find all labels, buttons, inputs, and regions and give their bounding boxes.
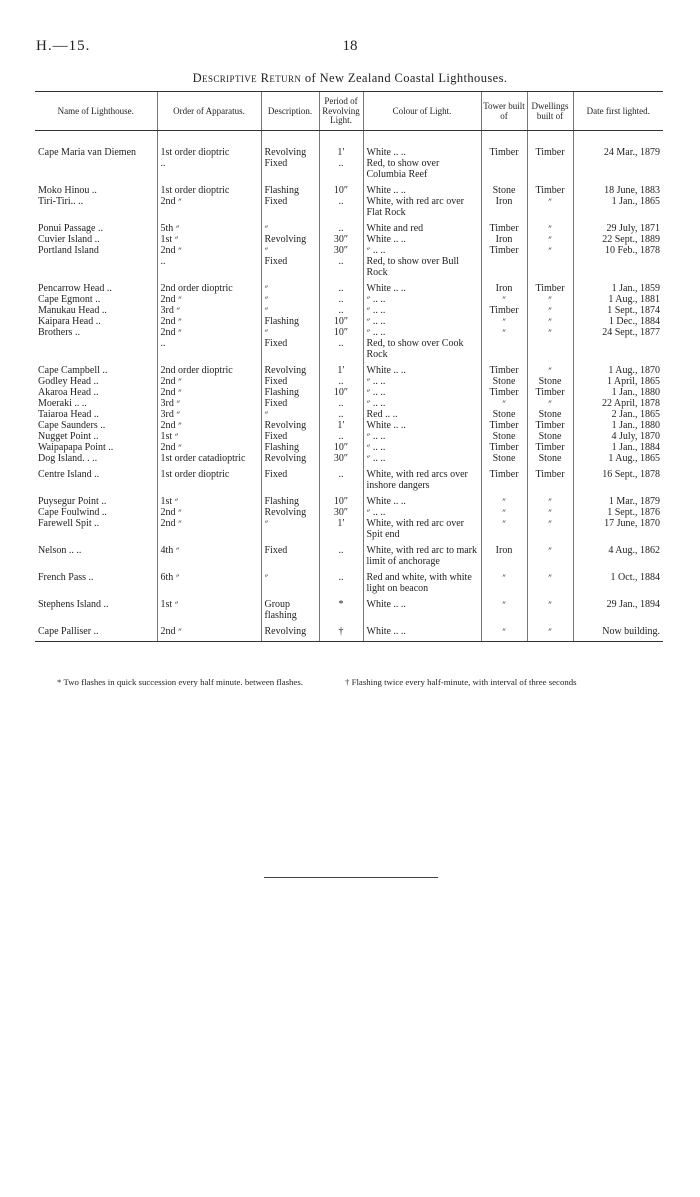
table-cell: 16 Sept., 1878 xyxy=(573,469,663,491)
table-cell: ״ xyxy=(527,496,573,507)
table-cell: Flashing xyxy=(261,316,319,327)
table-cell: ״ xyxy=(527,599,573,621)
table-cell: Kaipara Head .. xyxy=(38,316,101,327)
col-name: Name of Lighthouse. xyxy=(35,92,157,131)
table-cell: 2nd ״ xyxy=(157,387,261,398)
table-cell: 1′ .. xyxy=(319,147,363,180)
table-cell: 10″ xyxy=(319,316,363,327)
table-cell: 17 June, 1870 xyxy=(573,518,663,540)
table-cell: Flashing xyxy=(261,387,319,398)
table-cell: 24 Mar., 1879 xyxy=(573,147,663,180)
spacer-cell xyxy=(157,131,261,148)
table-cell: 1 Jan., 1880 xyxy=(573,420,663,431)
table-cell: Revolving xyxy=(261,420,319,431)
table-cell: .. xyxy=(319,409,363,420)
table-cell: 2nd ״ xyxy=(157,196,261,218)
table-cell: White .. .. xyxy=(363,420,481,431)
table-cell: ״ xyxy=(527,545,573,567)
table-cell: Farewell Spit .. xyxy=(38,518,100,529)
table-cell: 1 Jan., 1859 xyxy=(573,283,663,294)
table-cell: White, with red arc over Spit end xyxy=(363,518,481,540)
spacer-cell xyxy=(527,131,573,148)
table-cell: Stone xyxy=(481,185,527,196)
table-cell: Stephens Island .. xyxy=(38,599,109,610)
table-cell: ״ xyxy=(261,294,319,305)
header-row xyxy=(35,92,663,131)
table-cell: Timber xyxy=(481,223,527,234)
table-cell: Moko Hinou .. xyxy=(38,185,97,196)
spacer-cell xyxy=(573,131,663,148)
table-cell: 1′ xyxy=(319,518,363,540)
table-cell: Waipapapa Point .. xyxy=(38,442,114,453)
table-cell: 2nd ״ xyxy=(157,376,261,387)
table-cell: 1st ״ xyxy=(157,599,261,621)
table-cell: Cape Egmont .. xyxy=(38,294,101,305)
table-cell: ״ xyxy=(527,572,573,594)
table-cell: .. xyxy=(319,398,363,409)
table-cell: Fixed xyxy=(261,469,319,491)
table-cell: Godley Head .. xyxy=(38,376,99,387)
table-cell: ״ xyxy=(527,305,573,316)
table-cell: Red .. .. xyxy=(363,409,481,420)
table-cell: 2nd ״ xyxy=(157,507,261,518)
table-cell: White .. .. xyxy=(363,365,481,376)
table-cell: White, with red arc over Flat Rock xyxy=(363,196,481,218)
table-cell: .. xyxy=(319,223,363,234)
table-cell: Now building. xyxy=(573,626,663,642)
table-cell: 10″ xyxy=(319,185,363,196)
table-cell: ״ xyxy=(527,365,573,376)
table-cell: Akaroa Head .. xyxy=(38,387,99,398)
table-cell: ״ .. .. xyxy=(363,305,481,316)
table-cell: 1st order dioptric xyxy=(157,469,261,491)
table-row xyxy=(35,507,663,518)
table-cell: Stone xyxy=(481,431,527,442)
table-cell: ״ .. .. Red, to show over Bull Rock xyxy=(363,245,481,278)
table-row xyxy=(35,147,663,180)
table-cell: ״ xyxy=(261,305,319,316)
table-cell: 1st ״ xyxy=(157,234,261,245)
table-cell: ״ xyxy=(527,223,573,234)
col-dwellings: Dwellings built of xyxy=(527,92,573,131)
table-row xyxy=(35,431,663,442)
table-cell: ״ xyxy=(481,327,527,360)
table-cell: ״ xyxy=(481,507,527,518)
table-cell: Timber xyxy=(481,365,527,376)
table-cell: Timber xyxy=(527,185,573,196)
table-row xyxy=(35,245,663,278)
table-row xyxy=(35,234,663,245)
table-cell: 1st order dioptric xyxy=(157,185,261,196)
table-cell: 1st order dioptric .. xyxy=(157,147,261,180)
table-cell: ״ Fixed xyxy=(261,327,319,360)
table-cell: 5th ״ xyxy=(157,223,261,234)
table-cell: 1 Oct., 1884 xyxy=(573,572,663,594)
document-reference: H.—15. xyxy=(36,38,91,54)
table-cell: 2nd ״ xyxy=(157,626,261,642)
table-row xyxy=(35,387,663,398)
table-cell: 2nd ״ xyxy=(157,518,261,540)
table-cell: Flashing xyxy=(261,185,319,196)
table-cell: 3rd ״ xyxy=(157,398,261,409)
table-cell: ״ .. .. xyxy=(363,294,481,305)
table-cell: White, with red arc to mark limit of anchorage xyxy=(363,545,481,567)
table-cell: ״ .. .. xyxy=(363,431,481,442)
table-cell: ״ xyxy=(527,294,573,305)
table-cell: ״ .. .. xyxy=(363,398,481,409)
table-cell: White .. .. Red, to show over Columbia Reef xyxy=(363,147,481,180)
table-cell: 1 Jan., 1884 xyxy=(573,442,663,453)
table-cell: ״ xyxy=(527,196,573,218)
table-cell: 1 Mar., 1879 xyxy=(573,496,663,507)
table-cell: 30″ .. xyxy=(319,245,363,278)
table-cell: .. xyxy=(319,431,363,442)
table-cell: Manukau Head .. xyxy=(38,305,107,316)
table-cell: Flashing xyxy=(261,442,319,453)
table-cell: Fixed xyxy=(261,545,319,567)
col-date: Date first lighted. xyxy=(573,92,663,131)
table-cell: Timber xyxy=(527,387,573,398)
table-cell: 1 Jan., 1865 xyxy=(573,196,663,218)
table-cell: ״ xyxy=(527,518,573,540)
table-cell: .. xyxy=(319,294,363,305)
table-row xyxy=(35,420,663,431)
spacer-row xyxy=(35,131,663,148)
spacer-cell xyxy=(481,131,527,148)
table-cell: Timber xyxy=(527,147,573,180)
table-cell: ״ xyxy=(527,626,573,642)
table-cell: ״ xyxy=(261,572,319,594)
col-period: Period of Revolving Light. xyxy=(319,92,363,131)
table-cell: 10″ xyxy=(319,387,363,398)
table-cell: Stone xyxy=(481,409,527,420)
table-cell: 2nd ״ .. xyxy=(157,245,261,278)
table-cell: 10 Feb., 1878 xyxy=(573,245,663,278)
table-cell: 30″ xyxy=(319,507,363,518)
table-row xyxy=(35,365,663,376)
table-cell: ״ xyxy=(527,507,573,518)
table-cell: Cape Campbell .. xyxy=(38,365,108,376)
table-cell: Flashing xyxy=(261,496,319,507)
table-cell: Timber xyxy=(481,147,527,180)
table-cell: .. xyxy=(319,469,363,491)
table-cell: 22 April, 1878 xyxy=(573,398,663,409)
table-row xyxy=(35,283,663,294)
table-cell: ״ .. .. xyxy=(363,507,481,518)
table-cell: Stone xyxy=(527,453,573,464)
table-cell: Dog Island. . .. xyxy=(38,453,98,464)
table-cell: White .. .. xyxy=(363,185,481,196)
table-cell: 1 Aug., 1865 xyxy=(573,453,663,464)
table-cell: ״ xyxy=(481,496,527,507)
table-cell: 24 Sept., 1877 xyxy=(573,327,663,360)
table-cell: Nelson .. .. xyxy=(38,545,82,556)
table-cell: Fixed xyxy=(261,431,319,442)
table-cell: Cuvier Island .. xyxy=(38,234,100,245)
table-cell: 1′ xyxy=(319,420,363,431)
table-title xyxy=(0,71,700,86)
table-cell: Timber xyxy=(481,469,527,491)
table-row xyxy=(35,453,663,464)
table-cell: Pencarrow Head .. xyxy=(38,283,112,294)
table-cell: .. xyxy=(319,376,363,387)
table-cell: Group flashing xyxy=(261,599,319,621)
table-cell: Cape Palliser .. xyxy=(35,626,157,642)
table-cell: Iron xyxy=(481,283,527,294)
table-cell: 1 Jan., 1880 xyxy=(573,387,663,398)
table-cell: Timber xyxy=(481,420,527,431)
table-row xyxy=(35,496,663,507)
table-cell: Timber xyxy=(527,283,573,294)
spacer-cell xyxy=(363,131,481,148)
table-cell: Timber xyxy=(527,469,573,491)
col-colour: Colour of Light. xyxy=(363,92,481,131)
table-cell: .. xyxy=(319,283,363,294)
col-tower: Tower built of xyxy=(481,92,527,131)
table-cell: ״ xyxy=(481,599,527,621)
table-cell: 3rd ״ xyxy=(157,409,261,420)
table-cell: 1 Aug., 1870 xyxy=(573,365,663,376)
table-cell: Nugget Point .. xyxy=(38,431,99,442)
table-cell: Cape Saunders .. xyxy=(38,420,106,431)
table-cell: ״ xyxy=(261,283,319,294)
table-row xyxy=(35,185,663,196)
table-cell: Timber xyxy=(527,442,573,453)
table-cell: 29 Jan., 1894 xyxy=(573,599,663,621)
table-cell: 29 July, 1871 xyxy=(573,223,663,234)
table-cell: ״ xyxy=(527,316,573,327)
table-row xyxy=(35,442,663,453)
table-cell: 10″ xyxy=(319,496,363,507)
table-cell: 3rd ״ xyxy=(157,305,261,316)
table-cell: Moeraki .. .. xyxy=(38,398,87,409)
table-cell: 2nd ״ .. xyxy=(157,327,261,360)
footnote-dagger: † Flashing twice every half-minute, with interval of three seconds xyxy=(345,677,577,687)
table-cell: White .. .. xyxy=(363,599,481,621)
table-cell: ״ xyxy=(481,398,527,409)
table-row xyxy=(35,305,663,316)
table-cell: .. xyxy=(319,572,363,594)
table-row xyxy=(35,327,663,360)
table-cell: French Pass .. xyxy=(38,572,94,583)
table-cell: 1 Sept., 1876 xyxy=(573,507,663,518)
table-row xyxy=(35,626,663,642)
table-cell: 30″ xyxy=(319,234,363,245)
table-cell: 2nd order dioptric xyxy=(157,283,261,294)
table-cell: ״ .. .. Red, to show over Cook Rock xyxy=(363,327,481,360)
table-cell: Stone xyxy=(481,376,527,387)
table-cell: Iron xyxy=(481,234,527,245)
title-prefix: Descriptive Return xyxy=(192,71,302,85)
table-cell: 18 June, 1883 xyxy=(573,185,663,196)
table-cell: 4 July, 1870 xyxy=(573,431,663,442)
table-cell: ״ xyxy=(261,409,319,420)
table-cell: ״ .. .. xyxy=(363,387,481,398)
table-cell: 30″ xyxy=(319,453,363,464)
table-cell: ״ xyxy=(527,327,573,360)
table-cell: Puysegur Point .. xyxy=(38,496,107,507)
table-cell: Red and white, with white light on beacon xyxy=(363,572,481,594)
table-row xyxy=(35,376,663,387)
spacer-cell xyxy=(261,131,319,148)
table-cell: 2nd ״ xyxy=(157,420,261,431)
table-cell: Brothers .. xyxy=(38,327,80,338)
divider-line xyxy=(264,877,438,878)
table-cell: * xyxy=(319,599,363,621)
table-cell: White, with red arcs over inshore dangers xyxy=(363,469,481,491)
table-row xyxy=(35,409,663,420)
table-cell: ״ xyxy=(261,518,319,540)
col-description: Description. xyxy=(261,92,319,131)
table-cell: ״ xyxy=(261,223,319,234)
table-cell: 1st ״ xyxy=(157,431,261,442)
spacer-cell xyxy=(319,131,363,148)
table-cell: ״ xyxy=(527,234,573,245)
table-cell: ״ .. .. xyxy=(363,316,481,327)
table-cell: ״ .. .. xyxy=(363,442,481,453)
table-cell: White .. .. xyxy=(363,234,481,245)
table-cell: ״ xyxy=(527,245,573,278)
table-row xyxy=(35,316,663,327)
table-cell: .. xyxy=(319,305,363,316)
lighthouse-table xyxy=(35,91,663,642)
table-cell: 2nd ״ xyxy=(157,294,261,305)
table-cell: 22 Sept., 1889 xyxy=(573,234,663,245)
table-row xyxy=(35,599,663,621)
table-cell: 2nd ״ xyxy=(157,316,261,327)
table-cell: ״ xyxy=(481,294,527,305)
table-cell: Tiri-Tiri.. .. xyxy=(38,196,84,207)
table-cell: Iron xyxy=(481,545,527,567)
table-cell: Centre Island .. xyxy=(38,469,100,480)
table-cell: 4 Aug., 1862 xyxy=(573,545,663,567)
table-cell: Cape Foulwind .. xyxy=(38,507,107,518)
table-cell: Fixed xyxy=(261,196,319,218)
table-cell: ״ xyxy=(481,518,527,540)
table-cell: Cape Maria van Diemen xyxy=(38,147,137,158)
page-number: 18 xyxy=(342,38,358,54)
table-row xyxy=(35,398,663,409)
table-row xyxy=(35,223,663,234)
table-cell: ״ xyxy=(481,316,527,327)
table-cell: White .. .. xyxy=(363,496,481,507)
table-cell: Stone xyxy=(527,409,573,420)
table-cell: Stone xyxy=(481,453,527,464)
table-cell: .. xyxy=(319,196,363,218)
table-cell: ״ xyxy=(481,572,527,594)
table-cell: Revolving xyxy=(261,365,319,376)
table-cell: 1 Dec., 1884 xyxy=(573,316,663,327)
table-cell: Timber xyxy=(481,305,527,316)
table-cell: 10″ .. xyxy=(319,327,363,360)
table-cell: White .. .. xyxy=(363,626,481,642)
table-cell: Timber xyxy=(527,420,573,431)
table-cell: Taiaroa Head .. xyxy=(38,409,99,420)
table-cell: 6th ״ xyxy=(157,572,261,594)
table-cell: Iron xyxy=(481,196,527,218)
table-cell: 2 Jan., 1865 xyxy=(573,409,663,420)
table-row xyxy=(35,196,663,218)
table-cell: 1 Sept., 1874 xyxy=(573,305,663,316)
title-suffix: of New Zealand Coastal Lighthouses. xyxy=(304,71,508,85)
table-cell: ״ xyxy=(481,626,527,642)
table-cell: ״ .. .. xyxy=(363,453,481,464)
table-cell: 1st ״ xyxy=(157,496,261,507)
table-cell: 1 April, 1865 xyxy=(573,376,663,387)
table-cell: .. xyxy=(319,545,363,567)
table-cell: ״ Fixed xyxy=(261,245,319,278)
table-cell: † xyxy=(319,626,363,642)
table-row xyxy=(35,518,663,540)
footnote-star: * Two flashes in quick succession every half minute. between flashes. xyxy=(57,677,303,687)
table-cell: Revolving xyxy=(261,234,319,245)
table-cell: Revolving xyxy=(261,507,319,518)
table-cell: 2nd order dioptric xyxy=(157,365,261,376)
table-cell: ״ xyxy=(527,398,573,409)
table-cell: Revolving Fixed xyxy=(261,147,319,180)
table-cell: Ponui Passage .. xyxy=(38,223,103,234)
table-cell: White .. .. xyxy=(363,283,481,294)
col-order: Order of Apparatus. xyxy=(157,92,261,131)
table-cell: Revolving xyxy=(261,453,319,464)
table-cell: ״ .. .. xyxy=(363,376,481,387)
table-row xyxy=(35,469,663,491)
table-cell: 2nd ״ xyxy=(157,442,261,453)
table-cell: 4th ״ xyxy=(157,545,261,567)
table-cell: Timber xyxy=(481,245,527,278)
table-cell: 1 Aug., 1881 xyxy=(573,294,663,305)
spacer-cell xyxy=(35,131,157,148)
table-cell: Stone xyxy=(527,431,573,442)
table-cell: 10″ xyxy=(319,442,363,453)
table-cell: Fixed xyxy=(261,376,319,387)
table-cell: White and red xyxy=(363,223,481,234)
table-cell: Timber xyxy=(481,442,527,453)
table-row xyxy=(35,294,663,305)
table-cell: 1st order catadioptric xyxy=(157,453,261,464)
table-cell: Portland Island xyxy=(38,245,99,256)
table-cell: Revolving xyxy=(261,626,319,642)
table-cell: 1′ xyxy=(319,365,363,376)
table-row xyxy=(35,545,663,567)
table-row xyxy=(35,572,663,594)
table-cell: Stone xyxy=(527,376,573,387)
table-cell: Timber xyxy=(481,387,527,398)
table-cell: Fixed xyxy=(261,398,319,409)
table-body xyxy=(35,131,663,642)
